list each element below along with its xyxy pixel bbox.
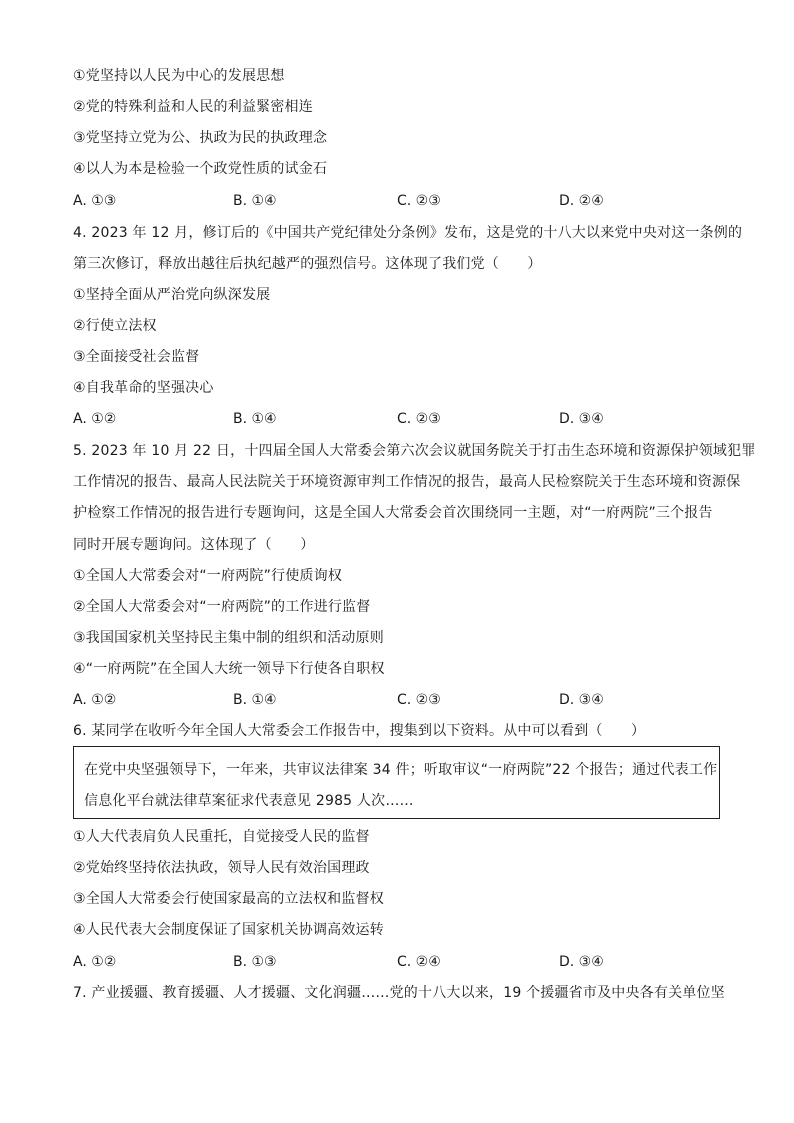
q5-statement-4: ④“一府两院”在全国人大统一领导下行使各自职权 bbox=[73, 661, 385, 677]
q6-option-d: D. ③④ bbox=[559, 954, 604, 970]
q3-option-d: D. ②④ bbox=[559, 193, 604, 209]
q5-statement-3: ③我国国家机关坚持民主集中制的组织和活动原则 bbox=[73, 630, 384, 646]
q3-options bbox=[73, 191, 733, 211]
q5-stem-line-1: 5. 2023 年 10 月 22 日，十四届全国人大常委会第六次会议就国务院关于打击生态环境和资源保护领域犯罪 bbox=[73, 443, 756, 459]
q3-option-a: A. ①③ bbox=[73, 193, 117, 209]
q5-option-b: B. ①④ bbox=[233, 692, 277, 708]
q6-option-b: B. ①③ bbox=[233, 954, 277, 970]
q3-option-b: B. ①④ bbox=[233, 193, 277, 209]
q6-option-a: A. ①② bbox=[73, 954, 117, 970]
q6-material-line-2: 信息化平台就法律草案征求代表意见 2985 人次…… bbox=[84, 793, 414, 809]
q7-stem-line-1: 7. 产业援疆、教育援疆、人才援疆、文化润疆……党的十八大以来，19 个援疆省市及中央各有关单位坚 bbox=[73, 985, 725, 1001]
q6-statement-4: ④人民代表大会制度保证了国家机关协调高效运转 bbox=[73, 922, 384, 938]
q5-option-a: A. ①② bbox=[73, 692, 117, 708]
q4-option-c: C. ②③ bbox=[397, 411, 441, 427]
q6-stem-line-1: 6. 某同学在收听今年全国人大常委会工作报告中，搜集到以下资料。从中可以看到（ ） bbox=[73, 723, 646, 739]
q4-statement-4: ④自我革命的坚强决心 bbox=[73, 380, 214, 396]
q3-statement-3: ③党坚持立党为公、执政为民的执政理念 bbox=[73, 130, 328, 146]
q6-options bbox=[73, 952, 733, 972]
q6-material-box bbox=[73, 746, 720, 819]
q5-statement-2: ②全国人大常委会对“一府两院”的工作进行监督 bbox=[73, 599, 371, 615]
q4-statement-3: ③全面接受社会监督 bbox=[73, 349, 200, 365]
q5-stem-line-4: 同时开展专题询问。这体现了（ ） bbox=[73, 537, 315, 553]
q6-option-c: C. ②④ bbox=[397, 954, 441, 970]
q4-options bbox=[73, 409, 733, 429]
q6-statement-2: ②党始终坚持依法执政，领导人民有效治国理政 bbox=[73, 860, 370, 876]
q4-statement-2: ②行使立法权 bbox=[73, 318, 157, 334]
q4-stem-line-2: 第三次修订，释放出越往后执纪越严的强烈信号。这体现了我们党（ ） bbox=[73, 256, 542, 272]
q3-option-c: C. ②③ bbox=[397, 193, 441, 209]
q3-statement-4: ④以人为本是检验一个政党性质的试金石 bbox=[73, 161, 328, 177]
q3-statement-2: ②党的特殊利益和人民的利益緊密相连 bbox=[73, 99, 313, 115]
q4-option-b: B. ①④ bbox=[233, 411, 277, 427]
q4-option-d: D. ③④ bbox=[559, 411, 604, 427]
q6-material-line-1: 在党中央坚强领导下，一年来，共审议法律案 34 件；听取审议“一府两院”22 个报告；通过代表工作 bbox=[84, 762, 718, 778]
q5-statement-1: ①全国人大常委会对“一府两院”行使质询权 bbox=[73, 568, 343, 584]
q3-statement-1: ①党坚持以人民为中心的发展思想 bbox=[73, 68, 285, 84]
q5-stem-line-2: 工作情况的报告、最高人民法院关于环境资源审判工作情况的报告，最高人民检察院关于生态环境和资源保 bbox=[73, 474, 741, 490]
q5-option-c: C. ②③ bbox=[397, 692, 441, 708]
q4-option-a: A. ①② bbox=[73, 411, 117, 427]
q5-stem-line-3: 护检察工作情况的报告进行专题询问，这是全国人大常委会首次围绕同一主题，对“一府两院”三个报告 bbox=[73, 505, 713, 521]
q5-options bbox=[73, 690, 733, 710]
q4-statement-1: ①坚持全面从严治党向纵深发展 bbox=[73, 287, 271, 303]
q6-statement-3: ③全国人大常委会行使国家最高的立法权和监督权 bbox=[73, 891, 384, 907]
q6-statement-1: ①人大代表肩负人民重托，自觉接受人民的监督 bbox=[73, 829, 370, 845]
q5-option-d: D. ③④ bbox=[559, 692, 604, 708]
q4-stem-line-1: 4. 2023 年 12 月，修订后的《中国共产党纪律处分条例》发布，这是党的十八大以来党中央对这一条例的 bbox=[73, 225, 743, 241]
